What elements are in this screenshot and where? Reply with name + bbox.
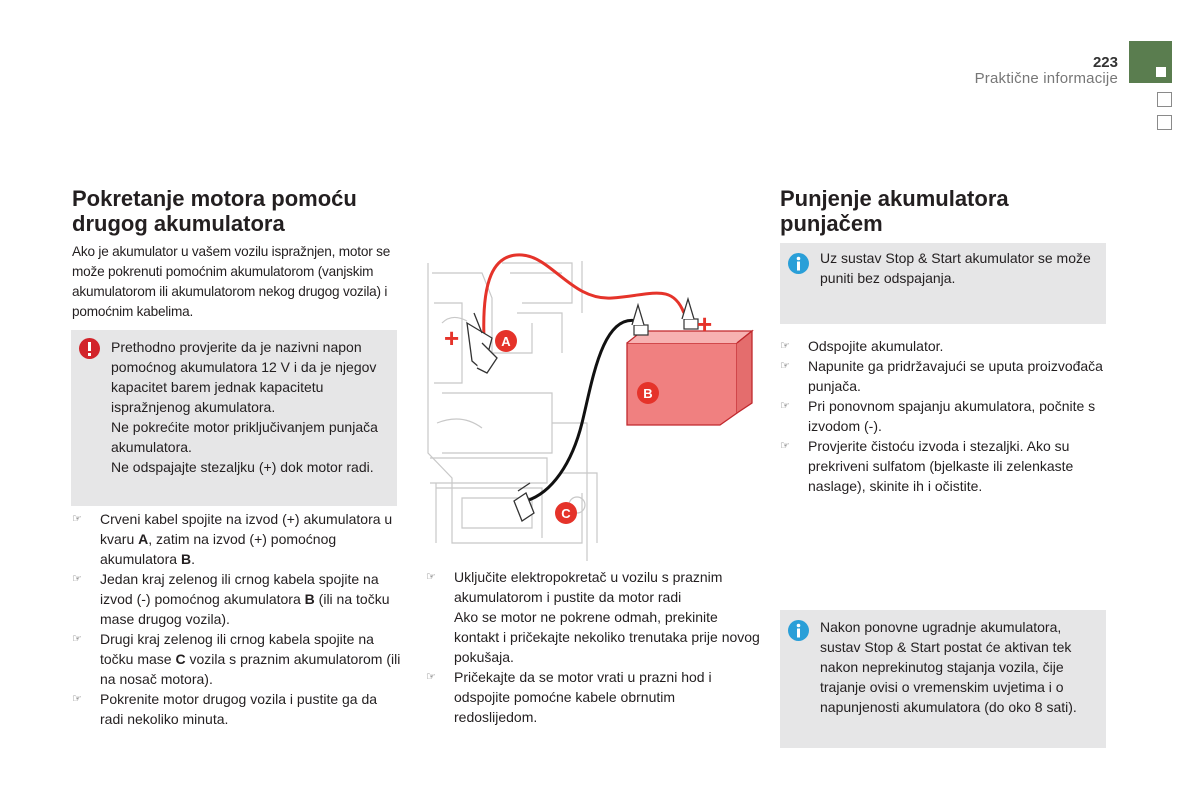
list-item: ☞ Jedan kraj zelenog ili crnog kabela spojite na izvod (-) pomoćnog akumulatora B (ili na točku mase drugog vozila). <box>72 571 390 627</box>
step-text: Ako se motor ne pokrene odmah, prekinite kontakt i pričekajte nekoliko trenutaka prije novog pokušaja. <box>454 609 760 665</box>
info-text: Nakon ponovne ugradnje akumulatora, sustav Stop & Start postat će aktivan tek nakon neprekinutog stajanja vozila, čije trajanje ovisi o vremenskim uvjetima i o napunjenosti akumulatora (do oko 8 sati). <box>820 619 1077 715</box>
list-item: ☞ Drugi kraj zelenog ili crnog kabela spojite na točku mase C vozila s praznim akumulatorom (ili na nosač motora). <box>72 631 401 687</box>
label-b: B <box>643 386 653 401</box>
pointing-hand-icon: ☞ <box>72 693 82 705</box>
info-box <box>780 243 1106 324</box>
step-text: Pričekajte da se motor vrati u prazni hod i odspojite pomoćne kabele obrnutim redoslijedom. <box>454 669 712 725</box>
list-item <box>426 667 761 727</box>
list-item: ☞ Pri ponovnom spajanju akumulatora, počnite s izvodom (-). <box>780 398 1096 434</box>
list-item: ☞ Napunite ga pridržavajući se uputa proizvođača punjača. <box>780 358 1103 394</box>
list-item: ☞ Pokrenite motor drugog vozila i pustite ga da radi nekoliko minuta. <box>72 691 378 727</box>
info-text: Uz sustav Stop & Start akumulator se može puniti bez odspajanja. <box>820 250 1091 286</box>
plus-sign-a: + <box>444 323 460 353</box>
plus-sign-b: + <box>697 309 713 339</box>
start-engine-steps <box>426 567 761 727</box>
pointing-hand-icon: ☞ <box>72 573 82 585</box>
pointing-hand-icon: ☞ <box>426 571 436 583</box>
warning-paragraph: Prethodno provjerite da je nazivni napon pomoćnog akumulatora 12 V i da je njegov kapacitet barem jednak kapacitetu ispražnjenog akumulatora. <box>111 339 377 415</box>
pointing-hand-icon: ☞ <box>780 360 790 372</box>
booster-battery <box>627 299 752 425</box>
warning-text <box>111 337 391 477</box>
left-heading: Pokretanje motora pomoću drugog akumulatora <box>72 186 357 236</box>
black-clamp-c <box>514 483 534 521</box>
label-a: A <box>501 334 511 349</box>
pointing-hand-icon: ☞ <box>72 513 82 525</box>
intro-paragraph: Ako je akumulator u vašem vozilu ispražnjen, motor se može pokrenuti pomoćnim akumulatorom (vanjskim akumulatorom ili akumulatorom nekog drugog vozila) i pomoćnim kabelima. <box>72 244 391 319</box>
warning-paragraph: Ne odspajajte stezaljku (+) dok motor radi. <box>111 459 374 475</box>
list-item: ☞ Odspojite akumulator. <box>780 338 944 354</box>
pointing-hand-icon: ☞ <box>426 671 436 683</box>
pointing-hand-icon: ☞ <box>72 633 82 645</box>
pointing-hand-icon: ☞ <box>780 340 790 352</box>
exclamation-icon <box>79 338 100 359</box>
warning-box <box>71 330 397 506</box>
pointing-hand-icon: ☞ <box>780 440 790 452</box>
list-item <box>426 567 761 667</box>
right-heading: Punjenje akumulatora punjačem <box>780 186 1009 236</box>
section-square-marker <box>1157 115 1172 130</box>
section-tab-marker <box>1129 41 1172 83</box>
pointing-hand-icon: ☞ <box>780 400 790 412</box>
jump-start-diagram <box>422 243 767 561</box>
info-icon <box>788 620 809 641</box>
info-box <box>780 610 1106 748</box>
section-square-marker <box>1157 92 1172 107</box>
label-c: C <box>561 506 571 521</box>
charging-steps <box>780 336 1110 496</box>
page-number: 223 <box>1092 54 1118 71</box>
step-text: Uključite elektropokretač u vozilu s praznim akumulatorom i pustite da motor radi <box>454 569 723 605</box>
list-item: ☞ Crveni kabel spojite na izvod (+) akumulatora u kvaru A, zatim na izvod (+) pomoćnog akumulatora B. <box>72 511 393 567</box>
list-item: ☞ Provjerite čistoću izvoda i stezaljki. Ako su prekriveni sulfatom (bjelkaste ili zelenkaste naslage), skinite ih i očistite. <box>780 438 1074 494</box>
jump-start-steps <box>72 509 402 729</box>
section-title: Praktične informacije <box>974 70 1118 87</box>
active-section-square <box>1156 67 1166 77</box>
warning-paragraph: Ne pokrećite motor priključivanjem punjača akumulatora. <box>111 419 378 455</box>
info-icon <box>788 253 809 274</box>
